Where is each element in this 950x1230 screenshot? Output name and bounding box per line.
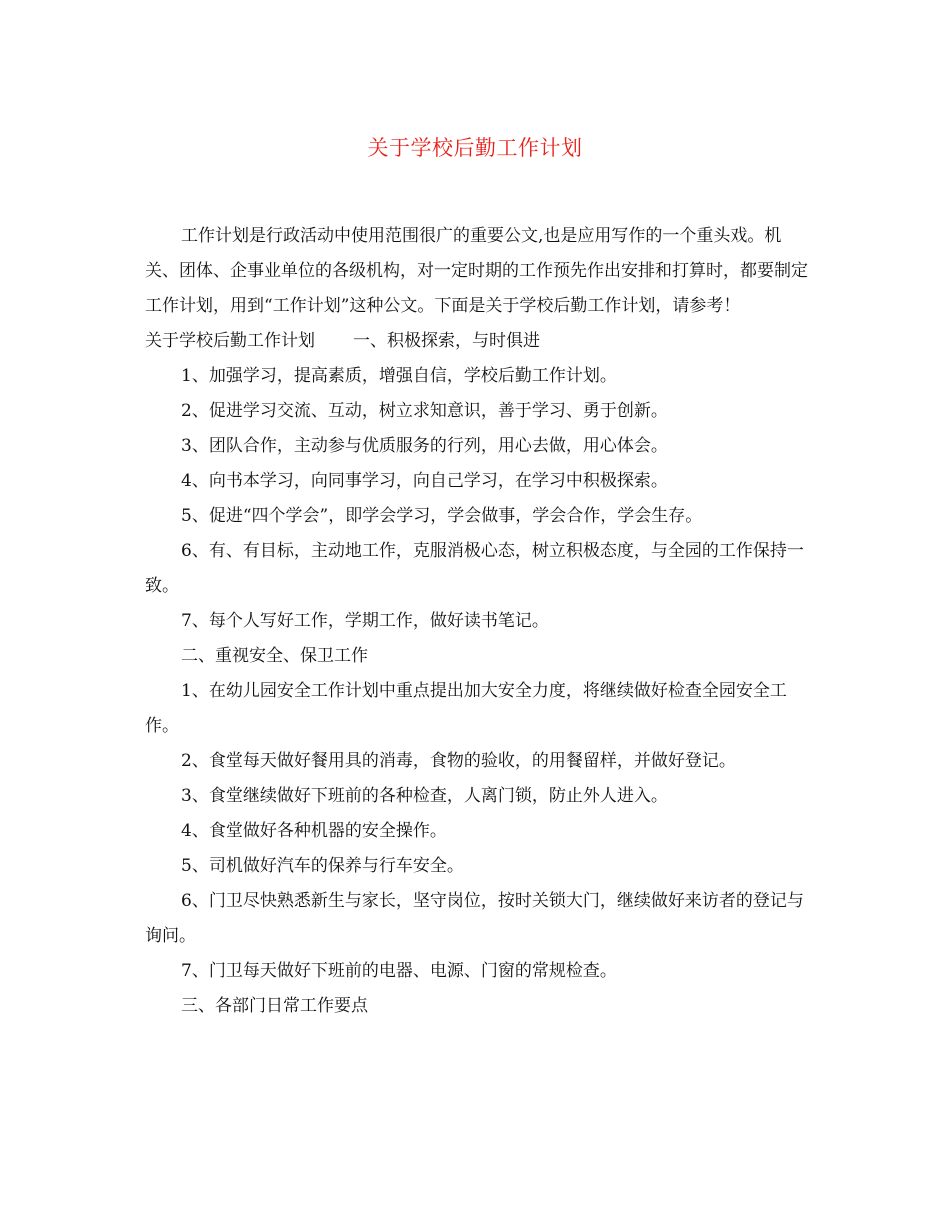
section1-item: 1、加强学习，提高素质，增强自信，学校后勤工作计划。 [181, 366, 617, 386]
section1-item: 5、促进“四个学会”，即学会学习，学会做事，学会合作，学会生存。 [181, 506, 703, 526]
section2-item: 6、门卫尽快熟悉新生与家长，坚守岗位，按时关锁大门，继续做好来访者的登记与询问。 [145, 891, 804, 946]
section2-item: 5、司机做好汽车的保养与行车安全。 [181, 856, 464, 876]
section2-item: 3、食堂继续做好下班前的各种检查，人离门锁，防止外人进入。 [181, 786, 668, 806]
section2-item: 7、门卫每天做好下班前的电器、电源、门窗的常规检查。 [181, 961, 617, 981]
intro-paragraph: 工作计划是行政活动中使用范围很广的重要公文,也是应用写作的一个重头戏。机关、团体、企事业单位的各级机构，对一定时期的工作预先作出安排和打算时，都要制定工作计划，用到“工作计划”这种公文。下面是关于学校后勤工作计划，请参考！ [145, 226, 808, 316]
subtitle-line [145, 324, 810, 359]
section2-heading: 二、重视安全、保卫工作 [181, 646, 368, 666]
section1-heading: 一、积极探索，与时俱进 [353, 331, 540, 351]
section1-item: 6、有、有目标，主动地工作，克服消极心态，树立积极态度，与全园的工作保持一致。 [145, 541, 804, 596]
subtitle-left: 关于学校后勤工作计划 [145, 331, 315, 351]
section1-item: 3、团队合作，主动参与优质服务的行列，用心去做，用心体会。 [181, 436, 668, 456]
section3-heading: 三、各部门日常工作要点 [181, 996, 368, 1016]
section2-item: 4、食堂做好各种机器的安全操作。 [181, 821, 447, 841]
section1-item: 2、促进学习交流、互动，树立求知意识，善于学习、勇于创新。 [181, 401, 668, 421]
section2-item: 2、食堂每天做好餐用具的消毒，食物的验收，的用餐留样，并做好登记。 [181, 751, 736, 771]
section1-item: 4、向书本学习，向同事学习，向自己学习，在学习中积极探索。 [181, 471, 668, 491]
document-body [145, 219, 810, 1024]
section1-item: 7、每个人写好工作，学期工作，做好读书笔记。 [181, 611, 549, 631]
document-title: 关于学校后勤工作计划 [367, 136, 583, 160]
section2-item: 1、在幼儿园安全工作计划中重点提出加大安全力度，将继续做好检查全园安全工作。 [145, 681, 787, 736]
